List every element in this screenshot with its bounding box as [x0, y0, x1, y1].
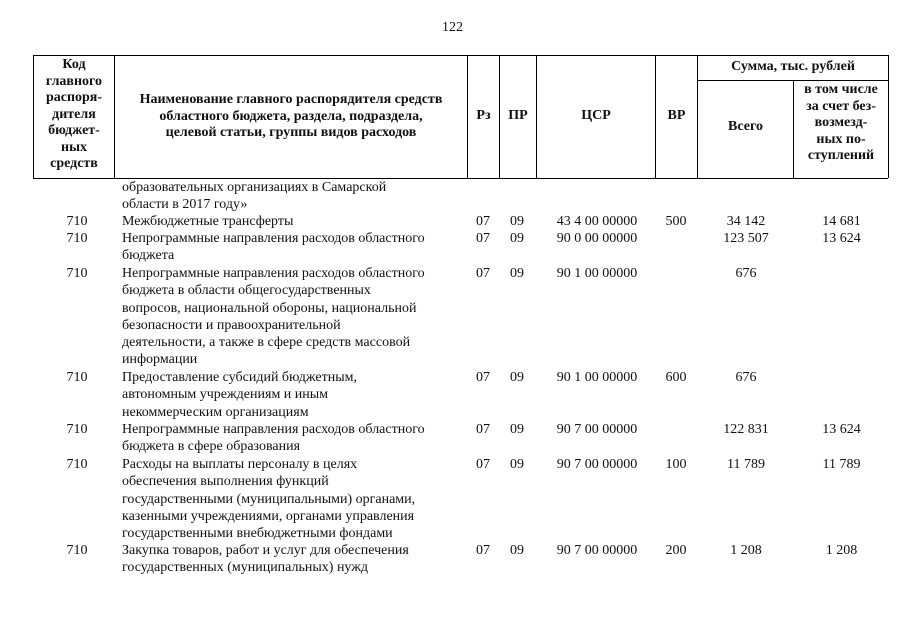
cell-total: 122 831 — [723, 422, 769, 437]
cell-rz: 07 — [476, 214, 490, 229]
cell-rz: 07 — [476, 543, 490, 558]
cell-code: 710 — [66, 457, 88, 472]
cell-rz: 07 — [476, 266, 490, 281]
cell-pr: 09 — [510, 370, 524, 385]
cell-name: Непрограммные направления расходов областного бюджета в области общегосударственных вопросов, национальной обороны, национальной безопасности и правоохранительной деятельности, а также в сфере средств массовой информации — [122, 266, 425, 368]
header-vline-9 — [888, 55, 889, 178]
cell-free: 1 208 — [825, 543, 858, 558]
cell-free: 11 789 — [822, 457, 861, 472]
cell-rz: 07 — [476, 370, 490, 385]
cell-total: 34 142 — [726, 214, 766, 229]
header-free: в том числе за счет без- возмезд- ных по- ступлений — [804, 82, 878, 163]
cell-free: 14 681 — [822, 214, 861, 229]
cell-csr: 90 7 00 00000 — [556, 543, 638, 558]
header-sum: Сумма, тыс. рублей — [731, 59, 855, 74]
cell-csr: 43 4 00 00000 — [556, 214, 638, 229]
cell-name: Расходы на выплаты персоналу в целях обеспечения выполнения функций государственными (муниципальными) органами, казенными учреждениями, органами управления государственными внебюджетными фондами — [122, 457, 416, 542]
cell-total: 11 789 — [727, 457, 765, 472]
header-name: Наименование главного распорядителя средств областного бюджета, раздела, подраздела, целевой статьи, группы видов расходов — [139, 92, 443, 140]
header-rz: Рз — [476, 108, 491, 123]
cell-name: Непрограммные направления расходов областного бюджета в сфере образования — [122, 422, 425, 455]
page-number: 122 — [442, 20, 463, 35]
cell-name: образовательных организациях в Самарской области в 2017 году» — [122, 180, 387, 213]
cell-name: Закупка товаров, работ и услуг для обеспечения государственных (муниципальных) нужд — [122, 543, 409, 576]
cell-pr: 09 — [510, 543, 524, 558]
header-code: Код главного распоря- дителя бюджет- ных средств — [45, 57, 103, 171]
cell-csr: 90 1 00 00000 — [556, 370, 638, 385]
cell-total: 676 — [735, 266, 757, 281]
cell-csr: 90 1 00 00000 — [556, 266, 638, 281]
cell-name: Предоставление субсидий бюджетным, автономным учреждениям и иным некоммерческим организациям — [122, 370, 358, 420]
cell-code: 710 — [66, 370, 88, 385]
cell-name: Непрограммные направления расходов областного бюджета — [122, 231, 425, 264]
cell-vr: 500 — [665, 214, 687, 229]
cell-pr: 09 — [510, 266, 524, 281]
cell-code: 710 — [66, 543, 88, 558]
cell-rz: 07 — [476, 231, 490, 246]
cell-csr: 90 0 00 00000 — [556, 231, 638, 246]
cell-code: 710 — [66, 214, 88, 229]
cell-vr: 100 — [665, 457, 687, 472]
cell-pr: 09 — [510, 231, 524, 246]
header-vr: ВР — [667, 108, 686, 123]
cell-free: 13 624 — [822, 422, 861, 437]
cell-rz: 07 — [476, 422, 490, 437]
header-csr: ЦСР — [581, 108, 611, 123]
cell-name: Межбюджетные трансферты — [122, 214, 294, 229]
cell-code: 710 — [66, 422, 88, 437]
cell-vr: 600 — [665, 370, 687, 385]
cell-code: 710 — [66, 266, 88, 281]
cell-total: 123 507 — [723, 231, 769, 246]
cell-pr: 09 — [510, 422, 524, 437]
cell-free: 13 624 — [822, 231, 861, 246]
cell-vr: 200 — [665, 543, 687, 558]
cell-total: 676 — [735, 370, 757, 385]
header-total: Всего — [728, 119, 763, 134]
cell-code: 710 — [66, 231, 88, 246]
cell-rz: 07 — [476, 457, 490, 472]
header-top-border — [33, 55, 888, 56]
cell-pr: 09 — [510, 457, 524, 472]
cell-total: 1 208 — [730, 543, 762, 558]
cell-pr: 09 — [510, 214, 524, 229]
cell-csr: 90 7 00 00000 — [556, 457, 638, 472]
cell-csr: 90 7 00 00000 — [556, 422, 638, 437]
header-pr: ПР — [508, 108, 528, 123]
